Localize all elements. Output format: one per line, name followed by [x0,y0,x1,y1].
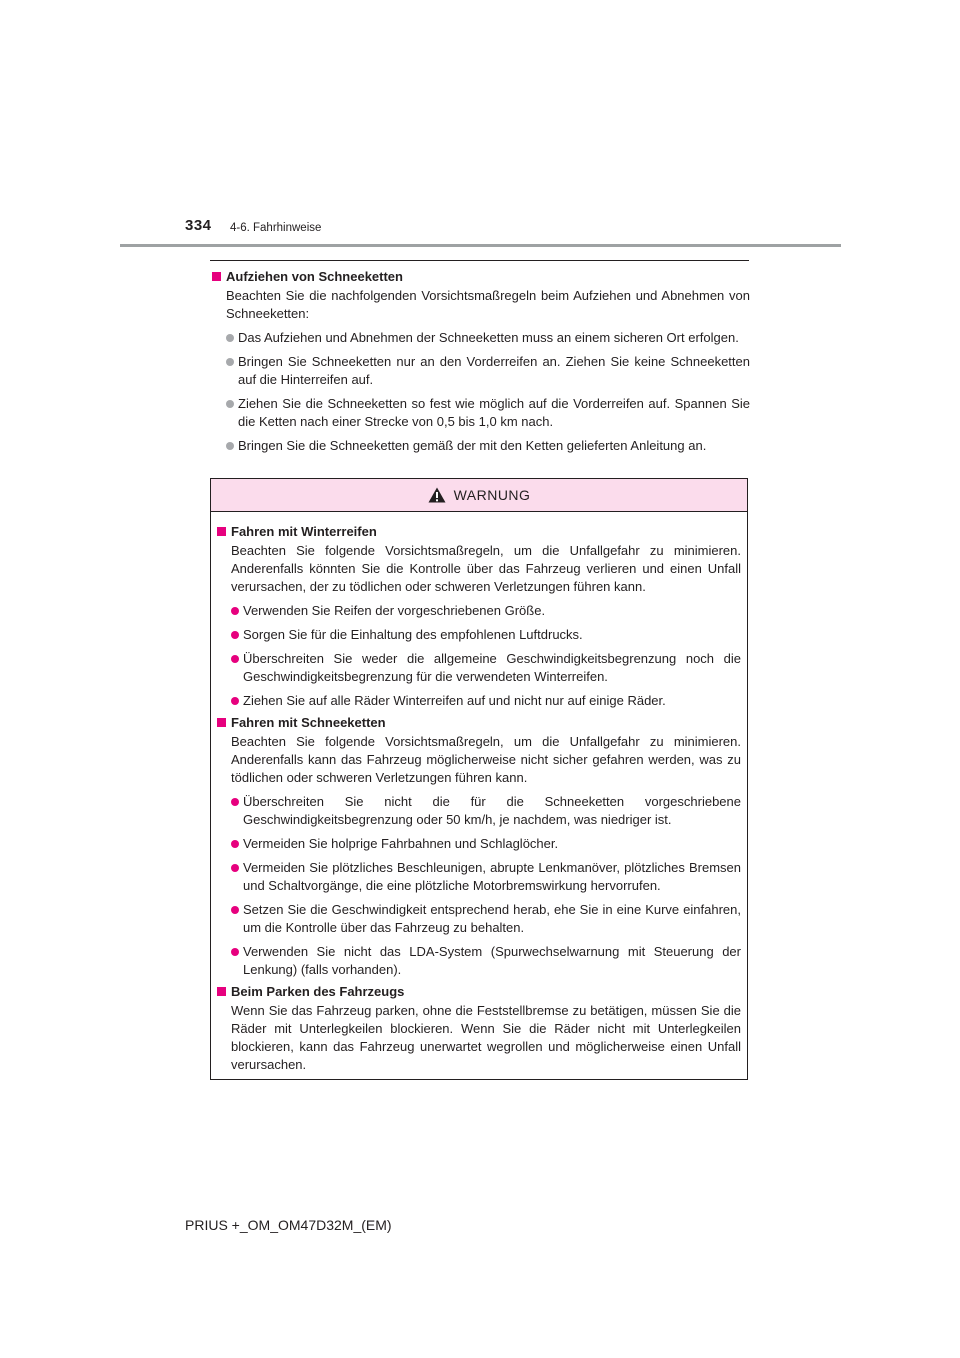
section-title: 4-6. Fahrhinweise [230,222,322,234]
bullet-text: Sorgen Sie für die Einhaltung des empfohlenen Luftdrucks. [243,627,583,642]
bullet-text: Das Aufziehen und Abnehmen der Schneeketten muss an einem sicheren Ort erfolgen. [238,330,739,345]
bullet-text: Überschreiten Sie weder die allgemeine Geschwindigkeitsbegrenzung noch die Geschwindigkeitsbegrenzung für die verwendeten Winterreifen. [243,651,741,684]
bullet-dot-icon [231,655,239,663]
bullet-list [212,329,750,455]
section-intro: Beachten Sie die nachfolgenden Vorsichtsmaßregeln beim Aufziehen und Abnehmen von Schneeketten: [226,288,750,321]
content-top-rule [210,260,749,261]
bullet-dot-icon [226,358,234,366]
header-rule [120,244,841,247]
warning-section-heading [217,523,741,541]
bullet-text: Ziehen Sie die Schneeketten so fest wie möglich auf die Vorderreifen auf. Spannen Sie die Ketten nach einer Strecke von 0,5 bis 1,0 km nach. [238,396,750,429]
warning-section-intro: Beachten Sie folgende Vorsichtsmaßregeln, um die Unfallgefahr zu minimieren. Anderenfalls könnten Sie die Kontrolle über das Fahrzeug verlieren und einen Unfall verursachen, der zu tödlichen oder schweren Verletzungen führen kann. [231,543,741,594]
square-bullet-icon [217,718,226,727]
bullet-item [217,835,741,853]
bullet-dot-icon [231,697,239,705]
warning-triangle-icon [428,487,446,503]
warning-box [210,478,748,1080]
bullet-dot-icon [231,607,239,615]
bullet-text: Setzen Sie die Geschwindigkeit entsprechend herab, ehe Sie in eine Kurve einfahren, um die Kontrolle über das Fahrzeug zu behalten. [243,902,741,935]
section-heading-text: Aufziehen von Schneeketten [226,269,403,284]
bullet-dot-icon [226,334,234,342]
bullet-dot-icon [231,948,239,956]
bullet-text: Vermeiden Sie plötzliches Beschleunigen, abrupte Lenkmanöver, plötzliches Bremsen und Schaltvorgänge, die eine plötzliche Motorbremswirkung hervorrufen. [243,860,741,893]
bullet-text: Verwenden Sie Reifen der vorgeschriebenen Größe. [243,603,546,618]
bullet-item [217,901,741,937]
warning-section-intro: Beachten Sie folgende Vorsichtsmaßregeln, um die Unfallgefahr zu minimieren. Anderenfalls kann das Fahrzeug möglicherweise nicht sicher gefahren werden, was zu tödlichen oder schweren Verletzungen führen kann. [231,734,741,785]
bullet-item [212,395,750,431]
warning-section-heading-text: Fahren mit Schneeketten [231,715,386,730]
bullet-item [217,793,741,829]
warning-section-heading [217,983,741,1001]
bullet-text: Verwenden Sie nicht das LDA-System (Spurwechselwarnung mit Steuerung der Lenkung) (falls vorhanden). [243,944,741,977]
bullet-item [212,329,750,347]
warning-body [211,512,747,1074]
square-bullet-icon [217,527,226,536]
warning-header [211,479,747,512]
bullet-text: Bringen Sie Schneeketten nur an den Vorderreifen an. Ziehen Sie keine Schneeketten auf die Hinterreifen auf. [238,354,750,387]
bullet-item [217,692,741,710]
bullet-text: Vermeiden Sie holprige Fahrbahnen und Schlaglöcher. [243,836,559,851]
bullet-text: Überschreiten Sie nicht die für die Schneeketten vorgeschriebene Geschwindigkeitsbegrenzung oder 50 km/h, je nachdem, was niedriger ist. [243,794,741,827]
warning-section-heading-text: Beim Parken des Fahrzeugs [231,984,405,999]
bullet-dot-icon [231,906,239,914]
square-bullet-icon [217,987,226,996]
warning-section-intro: Wenn Sie das Fahrzeug parken, ohne die Feststellbremse zu betätigen, müssen Sie die Räder mit Unterlegkeilen blockieren. Wenn Sie die Räder nicht mit Unterlegkeilen blockieren, kann das Fahrzeug unerwartet wegrollen und möglicherweise einen Unfall verursachen. [231,1003,741,1072]
bullet-item [217,943,741,979]
page-number: 334 [185,217,212,234]
bullet-item [212,353,750,389]
bullet-dot-icon [226,442,234,450]
square-bullet-icon [212,272,221,281]
warning-label: WARNUNG [453,487,531,503]
bullet-dot-icon [231,864,239,872]
bullet-item [212,437,750,455]
bullet-dot-icon [231,798,239,806]
bullet-dot-icon [226,400,234,408]
bullet-item [217,626,741,644]
warning-section-heading-text: Fahren mit Winterreifen [231,524,377,539]
warning-section [217,983,741,1074]
section-heading [212,268,750,286]
document-footer: PRIUS +_OM_OM47D32M_(EM) [185,1217,392,1233]
bullet-text: Bringen Sie die Schneeketten gemäß der mit den Ketten gelieferten Anleitung an. [238,438,707,453]
warning-section-heading [217,714,741,732]
bullet-item [217,602,741,620]
bullet-dot-icon [231,840,239,848]
snow-chains-section [212,268,750,455]
bullet-dot-icon [231,631,239,639]
bullet-text: Ziehen Sie auf alle Räder Winterreifen auf und nicht nur auf einige Räder. [243,693,666,708]
warning-section [217,523,741,710]
warning-section [217,714,741,979]
bullet-item [217,859,741,895]
bullet-item [217,650,741,686]
